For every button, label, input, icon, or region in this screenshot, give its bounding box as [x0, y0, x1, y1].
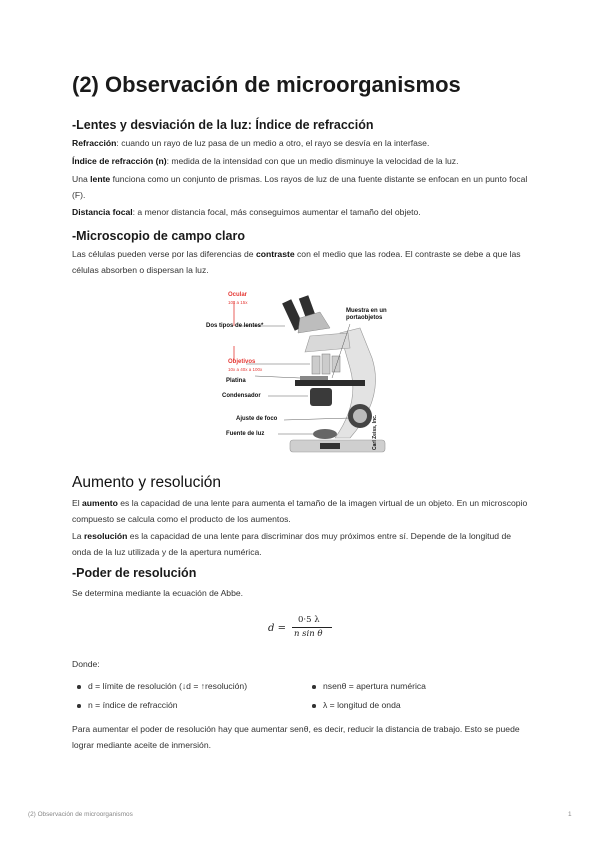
label-condensador: Condensador — [222, 393, 261, 399]
label-ajuste: Ajuste de foco — [236, 416, 278, 422]
formula-lhs: d = — [268, 623, 286, 634]
label-muestra: Muestra en un portaobjetos — [346, 308, 387, 321]
list-item: nsenθ = apertura numérica — [323, 681, 426, 691]
text: Una — [72, 174, 91, 184]
list-item: λ = longitud de onda — [323, 700, 401, 710]
term-resolucion: resolución — [83, 531, 128, 541]
label-credit: Carl Zeiss, Inc. — [372, 414, 378, 450]
text: es la capacidad de una lente para discriminar dos muy próximos entre sí. Depende de la longitud de onda de la luz utilizada y de la apertura numérica. — [72, 531, 512, 557]
section-heading-microscopio: -Microscopio de campo claro — [72, 229, 245, 243]
text: La — [72, 531, 84, 541]
list-item: n = índice de refracción — [88, 700, 178, 710]
list-item: d = límite de resolución (↓d = ↑resolución) — [88, 681, 248, 691]
text: Las células pueden verse por las diferencias de — [72, 249, 256, 259]
label-objetivos-sub: 10x a 40x a 100x — [228, 367, 263, 372]
section-heading-poder: -Poder de resolución — [72, 566, 197, 580]
term-refraccion: Refracción — [72, 138, 117, 148]
footer-title: (2) Observación de microorganismos — [28, 811, 133, 818]
text: funciona como un conjunto de prismas. Los rayos de luz de una fuente distante se enfocan en un punto focal (F). — [72, 174, 528, 200]
paragraph-indice — [72, 153, 532, 169]
paragraph-distancia — [72, 204, 532, 220]
text: : medida de la intensidad con que un medio disminuye la velocidad de la luz. — [166, 156, 459, 166]
label-fuente: Fuente de luz — [226, 431, 265, 437]
term-aumento: aumento — [82, 498, 118, 508]
abbe-formula — [268, 615, 338, 645]
paragraph-refraccion — [72, 135, 532, 151]
term-indice: Índice de refracción (n) — [72, 156, 167, 166]
paragraph-abbe: Se determina mediante la ecuación de Abbe. — [72, 588, 244, 598]
paragraph-resolucion — [72, 528, 532, 560]
text: El — [72, 498, 83, 508]
label-platina: Platina — [226, 378, 246, 384]
footer-page-number: 1 — [568, 811, 572, 818]
section-heading-lentes: -Lentes y desviación de la luz: Índice de refracción — [72, 118, 374, 132]
formula-fraction-bar — [292, 627, 332, 628]
microscope-figure — [200, 288, 400, 464]
text: : a menor distancia focal, más conseguimos aumentar el tamaño del objeto. — [132, 207, 421, 217]
text: : cuando un rayo de luz pasa de un medio a otro, el rayo se desvía en la interfase. — [116, 138, 430, 148]
page-title: (2) Observación de microorganismos — [72, 72, 461, 97]
paragraph-contraste — [72, 246, 532, 278]
paragraph-lente — [72, 171, 532, 203]
paragraph-aumento — [72, 495, 532, 527]
label-objetivos: Objetivos — [228, 359, 256, 365]
section-heading-aumento: Aumento y resolución — [72, 474, 222, 491]
text: con el medio que las rodea. El contraste se debe a que las células absorben o dispersan la luz. — [72, 249, 521, 275]
paragraph-donde: Donde: — [72, 659, 100, 669]
term-distancia: Distancia focal — [72, 207, 133, 217]
term-lente: lente — [90, 174, 111, 184]
text: es la capacidad de una lente para aumenta el tamaño de la imagen virtual de un objeto. En un microscopio compuesto se calcula como el producto de los aumentos. — [72, 498, 528, 524]
paragraph-aceite: Para aumentar el poder de resolución hay que aumentar senθ, es decir, reducir la distancia de trabajo. Esto se puede lograr mediante aceite de inmersión. — [72, 724, 520, 750]
term-contraste: contraste — [255, 249, 295, 259]
label-dos-tipos: Dos tipos de lentes* — [206, 323, 264, 329]
label-ocular-sub: 10x a 15x — [228, 300, 248, 305]
label-ocular: Ocular — [228, 292, 248, 298]
formula-denominator: n sin θ — [294, 629, 323, 639]
formula-numerator: 0·5 λ — [298, 615, 320, 625]
